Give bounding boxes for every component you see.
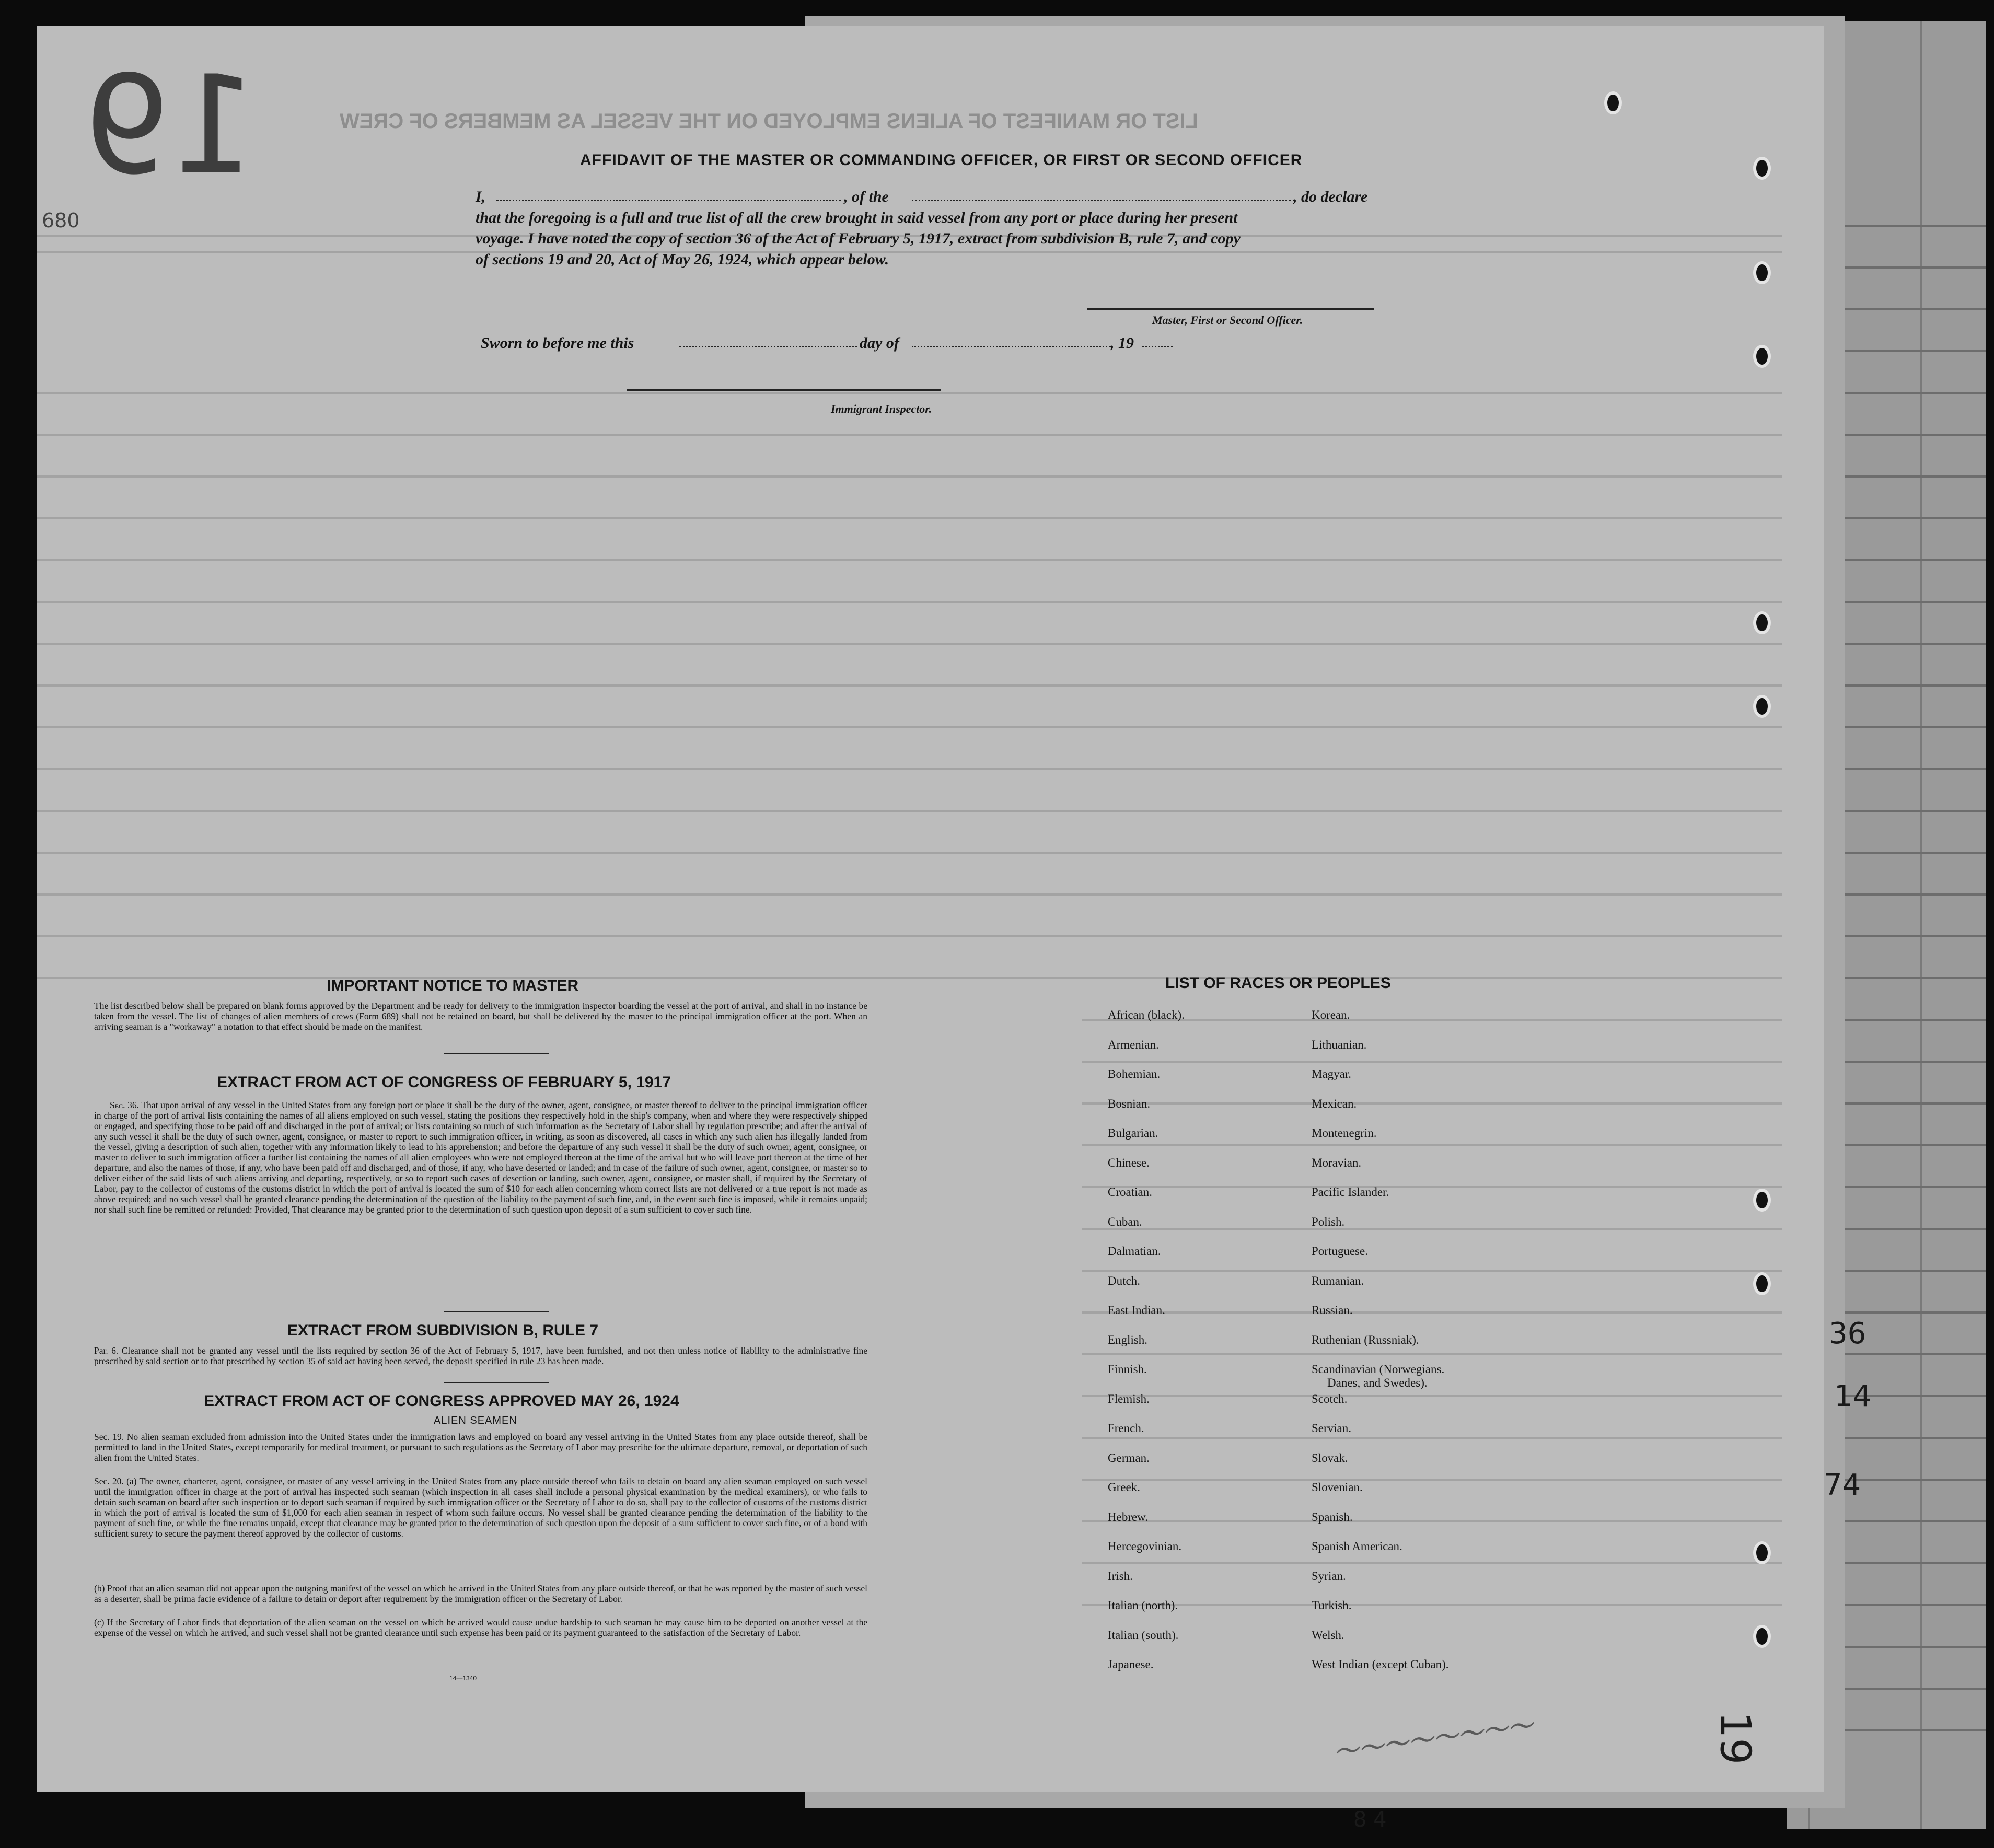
master-caption: Master, First or Second Officer. — [1152, 313, 1303, 327]
race-item: Armenian. — [1108, 1038, 1159, 1051]
punch-hole — [1753, 345, 1771, 368]
bleed-through-rule — [1082, 1228, 1782, 1230]
name-blank[interactable] — [496, 200, 841, 201]
extract-1924-title: EXTRACT FROM ACT OF CONGRESS APPROVED MAY 26, 1924 — [204, 1392, 679, 1410]
punch-hole — [1753, 1272, 1771, 1295]
race-item: Ruthenian (Russniak). — [1312, 1333, 1419, 1346]
extract-1917-text: That upon arrival of any vessel in the United States from any foreign port or place it shall be the duty of the owner, agent, consignee, or master thereof to deliver to the principal immigration officer in charge of the port of arrival lists containing the names of all aliens employed on such vessel, stating the positions they respectively hold in the ship's company, when and where they were respectively shipped or engaged, and specifying those to be paid off and discharged in the port of arrival; or lists containing so much of such information as the Secretary of Labor shall by regulation prescribe; and after the arrival of any such vessel it shall be the duty of such owner, agent, consignee, or master to report to such immigration officer, in writing, as soon as discovered, all cases in which any such alien has illegally landed from the vessel, giving a description of such alien, together with any information likely to lead to his apprehension; and before the departure of any such vessel it shall be the duty of such owner, agent, consignee, or master to deliver to such immigration officer a further list containing the names of all alien employees who were not employed thereon at the time of the arrival but who will leave port thereon at the time of her departure, and also the names of those, if any, who have been paid off and discharged, and of those, if any, who have deserted or landed; and in case of the failure of such owner, agent, consignee, or master so to deliver either of the said lists of such aliens arriving and departing, respectively, or so to report such cases of desertion or landing, such owner, agent, consignee, or master shall, if required by the Secretary of Labor, pay to the collector of customs of the customs district in which the port of arrival is located the sum of $10 for each alien concerning whom correct lists are not delivered or a true report is not made as above required; and no such vessel shall be granted clearance pending the determination of the question of the liability to the payment of such fine, and, in the event such fine is imposed, while it remains unpaid; nor shall such fine be remitted or refunded: Provided, That clearance may be granted prior to the determination of such question upon deposit of a sum sufficient to cover such fine. — [94, 1100, 867, 1215]
race-item: Pacific Islander. — [1312, 1185, 1389, 1199]
bleed-through-rule — [1082, 1019, 1782, 1021]
bleed-through-rule — [37, 726, 1782, 728]
extract-1917-title: EXTRACT FROM ACT OF CONGRESS OF FEBRUARY 5, 1917 — [217, 1074, 671, 1091]
punch-hole — [1753, 1541, 1771, 1564]
race-item: Welsh. — [1312, 1628, 1344, 1642]
affidavit-title: AFFIDAVIT OF THE MASTER OR COMMANDING OFFICER, OR FIRST OR SECOND OFFICER — [580, 152, 1303, 169]
punch-hole — [1753, 261, 1771, 284]
race-item: Scotch. — [1312, 1392, 1348, 1405]
rule7-body: Par. 6. Clearance shall not be granted any vessel until the lists required by section 36 of the Act of February 5, 1917, have been furnished, and not then unless notice of liability to the administrative fine prescribed by said section or to that prescribed by section 35 of said act having been served, the deposit specified in rule 23 has been made. — [94, 1345, 867, 1366]
sworn-year-blank[interactable] — [1142, 346, 1173, 347]
section-divider — [444, 1382, 549, 1383]
bleed-through-rule — [1082, 1437, 1782, 1439]
form-number: 14—1340 — [449, 1675, 477, 1682]
sec20b-body: (b) Proof that an alien seaman did not appear upon the outgoing manifest of the vessel on which he arrived in the United States from any place outside thereof, or that he was reported by the master of such vessel as a deserter, shall be prima facie evidence of a failure to detain or deport after requirement by the immigration officer or the Secretary of Labor. — [94, 1583, 867, 1604]
race-item: Irish. — [1108, 1569, 1133, 1583]
bleed-through-rule — [37, 852, 1782, 854]
bleed-through-rule — [37, 684, 1782, 687]
race-item: French. — [1108, 1422, 1144, 1435]
race-item: Croatian. — [1108, 1185, 1152, 1199]
race-item: Hercegovinian. — [1108, 1540, 1182, 1553]
bleed-through-rule — [37, 434, 1782, 436]
vessel-blank[interactable] — [912, 200, 1291, 201]
bleed-through-rule — [37, 475, 1782, 478]
bleed-through-rule — [1082, 1395, 1782, 1397]
bleed-through-rule — [37, 601, 1782, 603]
bleed-through-rule — [1082, 1562, 1782, 1564]
race-item: Spanish American. — [1312, 1540, 1402, 1553]
race-item: Scandinavian (Norwegians. — [1312, 1363, 1445, 1376]
affidavit-line1-mid: , of the — [844, 188, 889, 205]
handwritten-number: 680 — [42, 209, 80, 232]
race-item: Moravian. — [1312, 1156, 1362, 1169]
bottom-handwritten-marks: 8 4 — [1353, 1808, 1387, 1832]
rule7-title: EXTRACT FROM SUBDIVISION B, RULE 7 — [287, 1322, 599, 1339]
race-item: Hebrew. — [1108, 1510, 1149, 1524]
bleed-through-rule — [37, 810, 1782, 812]
bleed-through-rule — [1082, 1520, 1782, 1522]
race-item: Italian (south). — [1108, 1628, 1179, 1642]
race-item: Danes, and Swedes). — [1327, 1376, 1428, 1389]
race-item: West Indian (except Cuban). — [1312, 1658, 1449, 1671]
bleed-through-rule — [1082, 1311, 1782, 1314]
race-item: Polish. — [1312, 1215, 1345, 1228]
bleed-through-rule — [1082, 1353, 1782, 1355]
inspector-caption: Immigrant Inspector. — [831, 402, 932, 415]
bleed-through-rule — [37, 768, 1782, 770]
race-item: Russian. — [1312, 1304, 1353, 1317]
bleed-through-rule — [1082, 1604, 1782, 1606]
handwritten-page-number: 19 — [84, 47, 257, 205]
sworn-end: , 19 — [1110, 334, 1134, 352]
bleed-through-rule — [1082, 1186, 1782, 1188]
bleed-through-rule — [37, 893, 1782, 896]
bleed-through-rule — [37, 517, 1782, 519]
bleed-through-rule — [37, 251, 1782, 253]
punch-hole — [1604, 91, 1622, 114]
bleed-through-rule — [1082, 1479, 1782, 1481]
manifest-page — [37, 26, 1872, 1832]
affidavit-line4: of sections 19 and 20, Act of May 26, 1924, which appear below. — [476, 251, 889, 268]
bleed-through-rule — [1082, 1144, 1782, 1146]
punch-hole — [1753, 157, 1771, 180]
race-item: Servian. — [1312, 1422, 1352, 1435]
extract-1917-sec-label: Sec. 36. — [110, 1100, 140, 1110]
race-item: Korean. — [1312, 1008, 1350, 1021]
race-item: East Indian. — [1108, 1304, 1165, 1317]
margin-handwritten-number: 74 — [1824, 1468, 1861, 1502]
race-item: English. — [1108, 1333, 1148, 1346]
race-item: African (black). — [1108, 1008, 1185, 1021]
inspector-signature-line[interactable] — [627, 389, 941, 391]
race-item: Italian (north). — [1108, 1599, 1178, 1612]
sec20c-body: (c) If the Secretary of Labor finds that deportation of the alien seaman on the vessel on which he arrived would cause undue hardship to such seaman he may cause him to be deported on another vessel at the expense of the vessel on which he arrived, and such vessel shall not be granted clearance until such expense has been paid or its payment guaranteed to the satisfaction of the Secretary of Labor. — [94, 1617, 867, 1638]
section-divider — [444, 1311, 549, 1312]
race-item: Syrian. — [1312, 1569, 1346, 1583]
race-item: Chinese. — [1108, 1156, 1150, 1169]
race-item: Bulgarian. — [1108, 1126, 1158, 1140]
race-item: Slovak. — [1312, 1451, 1348, 1465]
notice-title: IMPORTANT NOTICE TO MASTER — [327, 977, 579, 994]
race-item: Rumanian. — [1312, 1274, 1364, 1287]
faint-stamp: ～～～～～～～～ — [1331, 1711, 1535, 1768]
margin-handwritten-number: 36 — [1829, 1317, 1867, 1351]
race-item: Mexican. — [1312, 1097, 1357, 1110]
corner-page-number: 19 — [1711, 1711, 1760, 1765]
extract-1917-body — [94, 1100, 867, 1215]
affidavit-line1-start: I, — [476, 188, 486, 205]
affidavit-line3: voyage. I have noted the copy of section 36 of the Act of February 5, 1917, extract from subdivision B, rule 7, and copy — [476, 230, 1241, 247]
race-item: Bohemian. — [1108, 1067, 1161, 1080]
sworn-month-blank[interactable] — [912, 346, 1110, 347]
sworn-start: Sworn to before me this — [481, 334, 634, 352]
bleed-through-header: LIST OR MANIFEST OF ALIENS EMPLOYED ON THE VESSEL AS MEMBERS OF CREW — [340, 110, 1199, 133]
race-item: Greek. — [1108, 1481, 1140, 1494]
race-item: Dalmatian. — [1108, 1245, 1161, 1258]
punch-hole — [1753, 611, 1771, 634]
ruled-margin-line — [1920, 21, 1922, 1829]
sec20a-body: Sec. 20. (a) The owner, charterer, agent, consignee, or master of any vessel arriving in the United States from any place outside thereof who fails to detain on board any alien seaman employed on such vessel until the immigration officer in charge at the port of arrival has inspected such seaman (which inspection in all cases shall include a personal physical examination by the medical examiners), or who fails to detain such seaman on board after such inspection or to deport such seaman if required by such immigration officer or the Secretary of Labor to do so, shall pay to the collector of customs of the customs district in which the port of arrival is located the sum of $1,000 for each alien seaman in respect of whom such failure occurs. No vessel shall be granted clearance pending the determination of the liability to the payment of such fine, or while the fine remains unpaid, except that clearance may be granted prior to the determination of such question upon the deposit of a sum sufficient to cover such fine, or of a bond with sufficient surety to secure the payment thereof approved by the collector of customs. — [94, 1476, 867, 1539]
affidavit-line1-end: , do declare — [1293, 188, 1368, 205]
bleed-through-rule — [37, 977, 1782, 979]
race-item: Montenegrin. — [1312, 1126, 1377, 1140]
punch-hole — [1753, 1625, 1771, 1648]
margin-handwritten-number: 14 — [1834, 1379, 1872, 1413]
bleed-through-rule — [37, 935, 1782, 937]
section-divider — [444, 1053, 549, 1054]
race-item: Turkish. — [1312, 1599, 1352, 1612]
race-item: Finnish. — [1108, 1363, 1147, 1376]
bleed-through-rule — [1082, 1061, 1782, 1063]
race-item: Magyar. — [1312, 1067, 1352, 1080]
race-item: Flemish. — [1108, 1392, 1150, 1405]
bleed-through-rule — [1082, 1102, 1782, 1105]
bleed-through-rule — [37, 643, 1782, 645]
bleed-through-rule — [37, 392, 1782, 394]
bleed-through-rule — [37, 559, 1782, 561]
bleed-through-rule — [1082, 1270, 1782, 1272]
race-item: Lithuanian. — [1312, 1038, 1367, 1051]
race-item: Portuguese. — [1312, 1245, 1368, 1258]
sec19-body: Sec. 19. No alien seaman excluded from admission into the United States under the immigration laws and employed on board any vessel arriving in the United States from any place outside thereof, shall be permitted to land in the United States, except temporarily for medical treatment, or pursuant to such regulations as the Secretary of Labor may prescribe for the ultimate departure, removal, or deportation of such alien from the United States. — [94, 1432, 867, 1463]
race-item: Slovenian. — [1312, 1481, 1363, 1494]
race-item: Dutch. — [1108, 1274, 1140, 1287]
race-item: Bosnian. — [1108, 1097, 1151, 1110]
sworn-day-blank[interactable] — [679, 346, 857, 347]
sworn-mid: day of — [860, 334, 899, 352]
race-item: Spanish. — [1312, 1510, 1353, 1524]
race-item: Japanese. — [1108, 1658, 1154, 1671]
race-item: German. — [1108, 1451, 1150, 1465]
races-title: LIST OF RACES OR PEOPLES — [1165, 974, 1391, 992]
punch-hole — [1753, 695, 1771, 718]
master-signature-line[interactable] — [1087, 308, 1374, 310]
extract-1924-subtitle: ALIEN SEAMEN — [434, 1415, 517, 1426]
race-item: Cuban. — [1108, 1215, 1142, 1228]
punch-hole — [1753, 1189, 1771, 1212]
affidavit-line2: that the foregoing is a full and true list of all the crew brought in said vessel from any port or place during her present — [476, 209, 1238, 226]
notice-body: The list described below shall be prepared on blank forms approved by the Department and be ready for delivery to the immigration inspector boarding the vessel at the port of arrival, and shall in no instance be taken from the vessel. The list of changes of alien members of crews (Form 689) shall not be retained on board, but shall be delivered by the master to the principal immigration officer at the port. When an arriving seaman is a "workaway" a notation to that effect should be made on the manifest. — [94, 1001, 867, 1032]
